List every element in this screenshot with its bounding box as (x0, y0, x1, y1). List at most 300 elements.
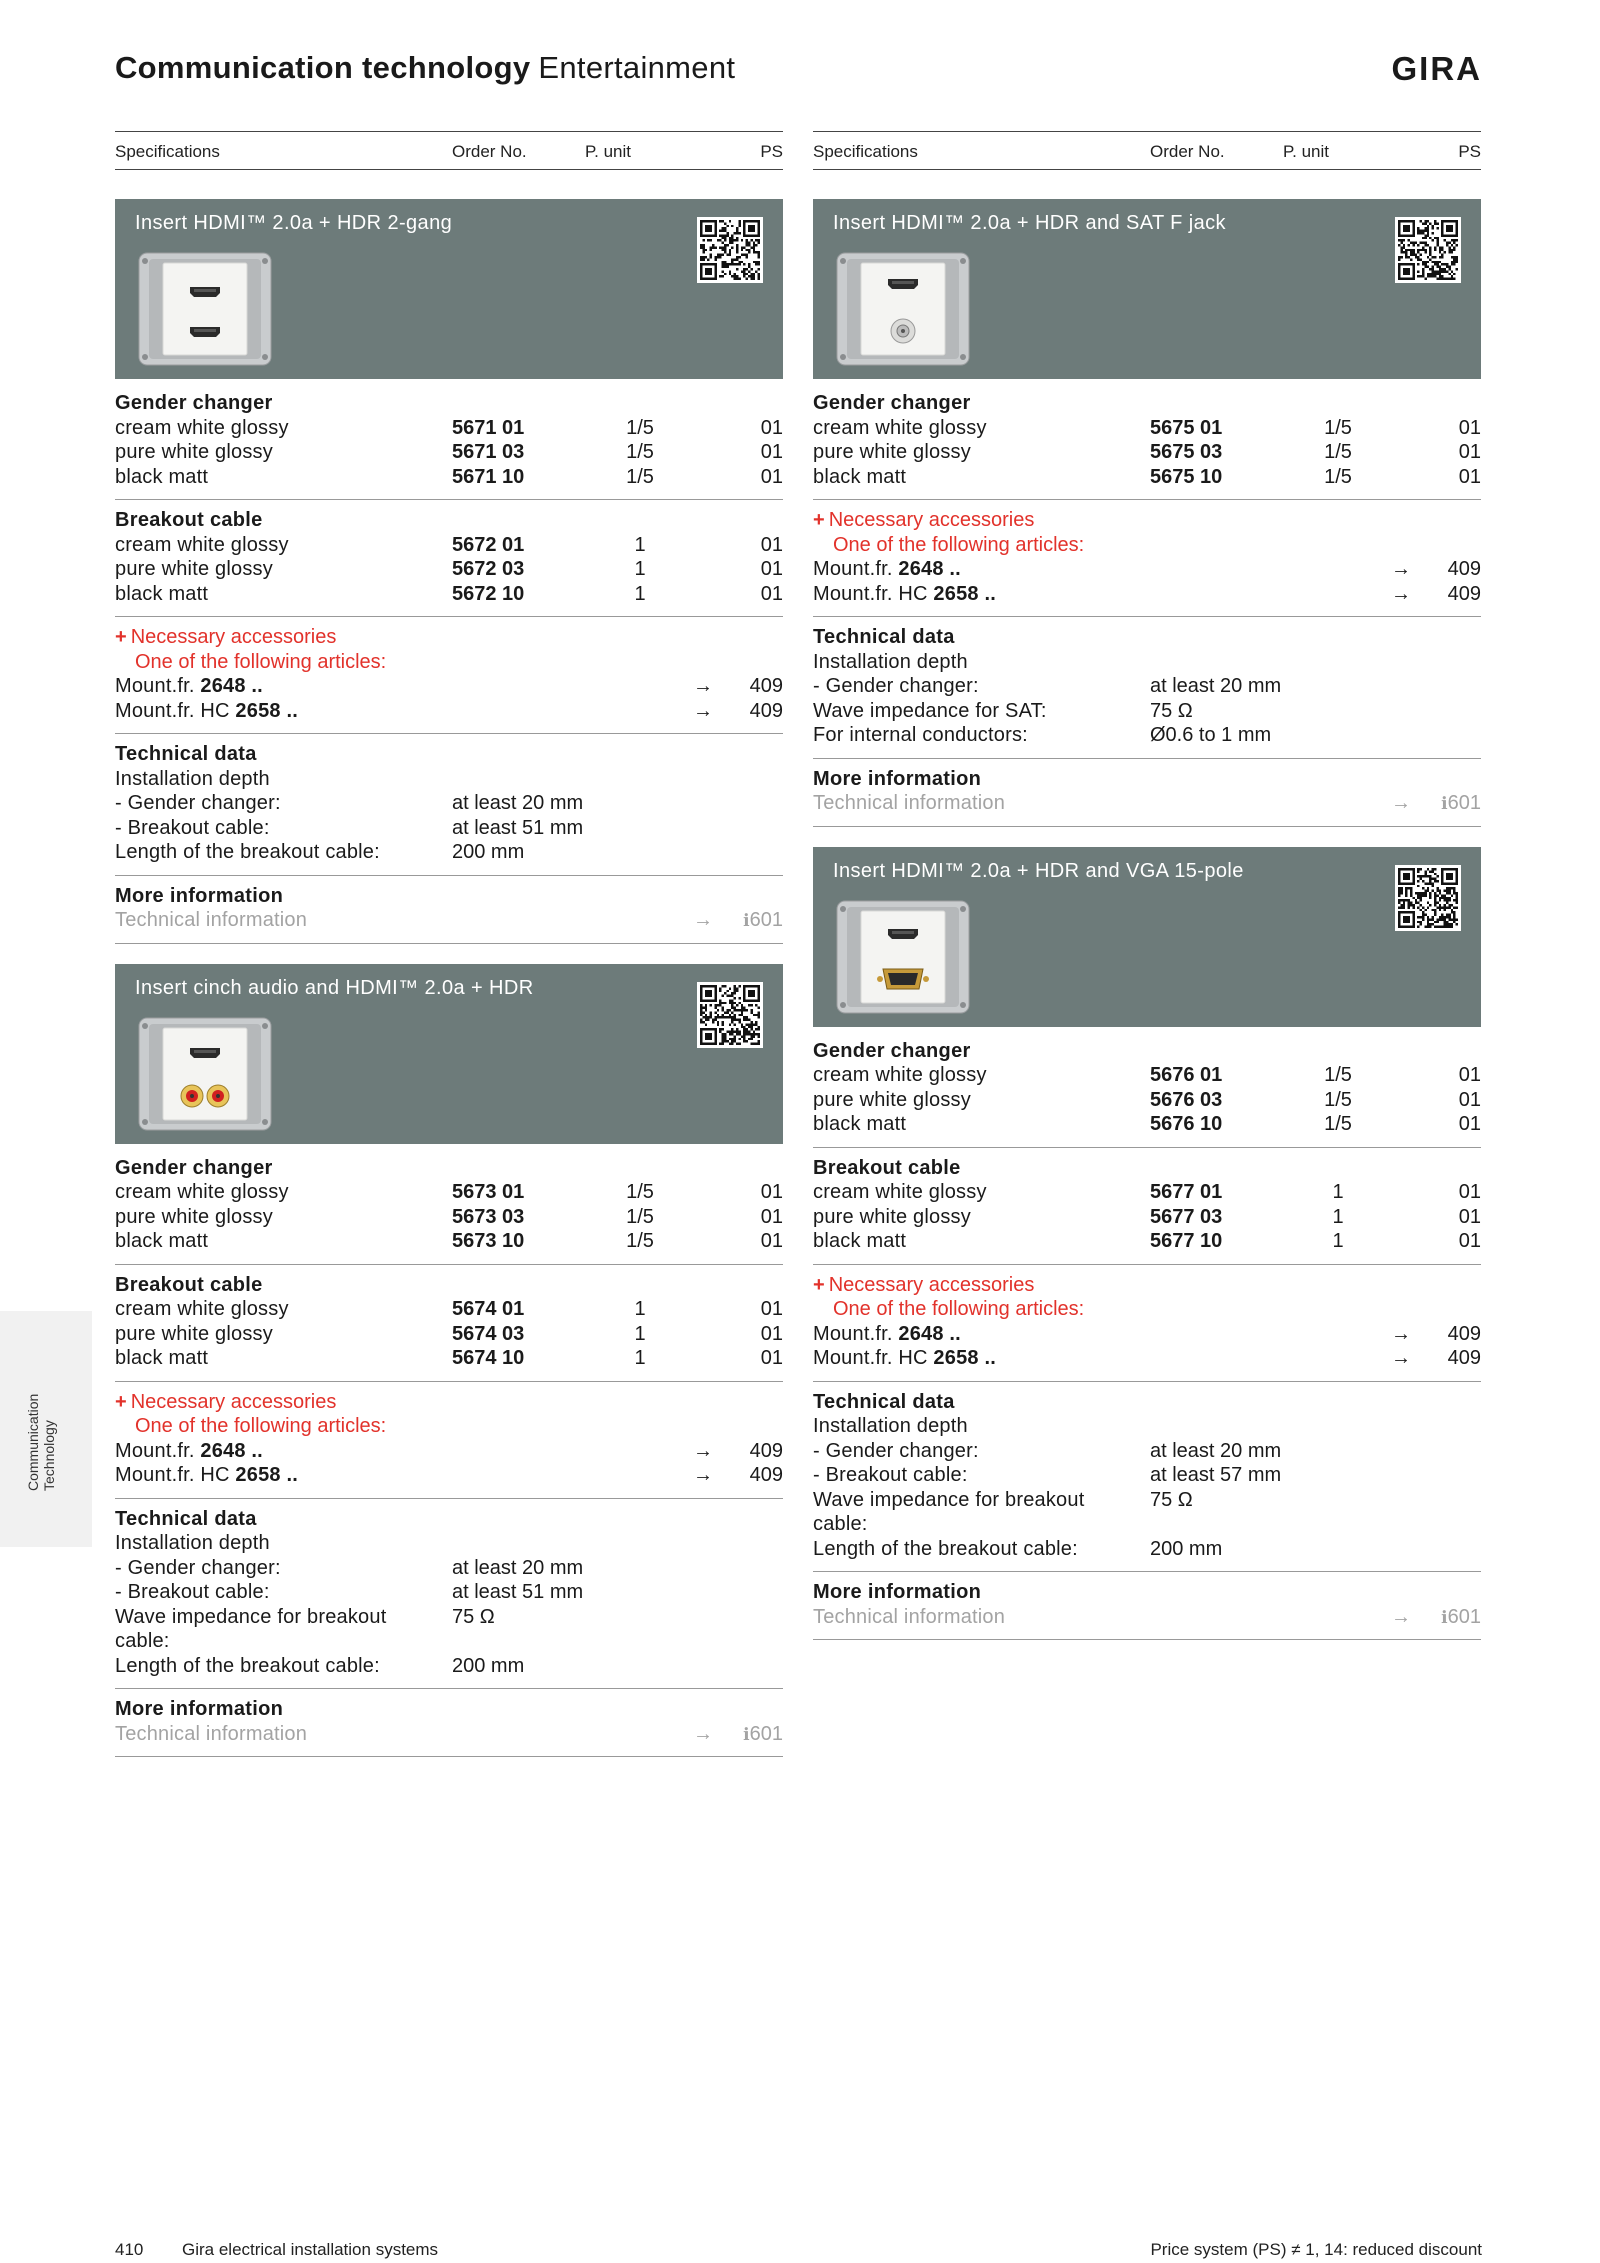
order-number: 5674 01 (452, 1298, 525, 1320)
variant-row (115, 440, 783, 465)
order-number: 5672 03 (452, 558, 525, 580)
tech-label: Installation depth (115, 767, 270, 790)
accessory-rows (813, 557, 1481, 606)
order-number: 5674 03 (452, 1322, 525, 1345)
info-icon: ℹ (1441, 794, 1448, 813)
technical-info-link[interactable] (813, 791, 1481, 816)
packing-unit: 1 (634, 582, 646, 605)
variant-row (813, 416, 1481, 441)
order-number: 5677 01 (1150, 1181, 1223, 1203)
tech-value: at least 20 mm (1150, 675, 1282, 697)
tech-value: at least 20 mm (452, 792, 584, 814)
price-system: 01 (760, 1322, 783, 1345)
page-reference: 409 (749, 1464, 783, 1486)
variant-row (813, 1229, 1481, 1254)
variant-row (813, 1063, 1481, 1088)
tech-value: 200 mm (452, 1654, 525, 1677)
variant-name: cream white glossy (115, 1181, 289, 1203)
tech-value: 75 Ω (452, 1605, 495, 1628)
technical-info-link[interactable] (115, 908, 783, 933)
accessory-number: 2658 .. (235, 699, 298, 722)
price-system: 01 (1458, 1205, 1481, 1228)
accessory-row[interactable] (813, 557, 1481, 582)
accessory-name (813, 582, 996, 607)
tech-row (115, 791, 783, 816)
technical-data-section (115, 734, 783, 876)
tech-label: - Gender changer: (813, 675, 979, 697)
packing-unit: 1/5 (626, 1205, 654, 1228)
variant-row (115, 1322, 783, 1347)
variant-row (115, 1205, 783, 1230)
price-system: 01 (760, 1230, 783, 1252)
column-header (813, 131, 1481, 169)
tech-label: Length of the breakout cable: (115, 841, 380, 863)
page-title (115, 50, 735, 86)
section-title: Technical data (813, 626, 955, 648)
accessory-rows (813, 1322, 1481, 1371)
tech-label: - Gender changer: (115, 792, 281, 814)
accessory-prefix: Mount.fr. (115, 675, 201, 697)
bc-rows (813, 1180, 1481, 1254)
accessories-section (115, 1382, 783, 1499)
price-system: 01 (1458, 1181, 1481, 1203)
accessory-rows (115, 1439, 783, 1488)
accessory-number: 2658 .. (933, 582, 996, 605)
variant-row (813, 1205, 1481, 1230)
arrow-right-icon: → (693, 1464, 713, 1486)
accessories-title (115, 625, 783, 650)
tech-value: 200 mm (452, 841, 525, 863)
order-number: 5672 10 (452, 582, 525, 605)
column-header (115, 131, 783, 169)
order-number: 5677 10 (1150, 1230, 1223, 1252)
accessory-row[interactable] (115, 674, 783, 699)
right-column (813, 131, 1481, 1640)
tech-row (115, 1531, 783, 1556)
page-reference: 409 (1447, 1347, 1481, 1369)
link-text: Technical information (813, 1605, 1006, 1628)
page-number: 601 (749, 1722, 783, 1745)
tech-label: Length of the breakout cable: (115, 1654, 380, 1677)
bc-rows (115, 533, 783, 607)
variant-name: pure white glossy (115, 558, 273, 580)
packing-unit: 1 (1332, 1181, 1344, 1203)
tech-label: Installation depth (813, 650, 968, 673)
packing-unit: 1 (634, 1347, 646, 1369)
info-icon: ℹ (1441, 1607, 1448, 1627)
product-header (115, 199, 783, 379)
price-system: 01 (760, 1181, 783, 1203)
bc-rows (115, 1297, 783, 1371)
section-title: More information (813, 1581, 982, 1603)
variant-row (115, 465, 783, 490)
section-title: More information (115, 884, 284, 907)
variant-row (115, 1297, 783, 1322)
packing-unit: 1/5 (1324, 465, 1352, 488)
accessories-title-text: Necessary accessories (130, 626, 337, 648)
page-reference: 409 (749, 675, 783, 697)
product-p4 (813, 847, 1481, 1641)
arrow-right-icon: → (693, 1722, 713, 1745)
packing-unit: 1/5 (626, 1230, 654, 1252)
page-number: 601 (1447, 792, 1481, 814)
plus-icon: + (813, 1273, 825, 1296)
plus-icon: + (813, 509, 825, 531)
tech-value: 75 Ω (1150, 699, 1193, 722)
tech-label: For internal conductors: (813, 724, 1028, 746)
variant-name: cream white glossy (813, 416, 987, 439)
price-system: 01 (760, 558, 783, 580)
accessories-subtitle: One of the following articles: (833, 1298, 1085, 1320)
product-header (115, 964, 783, 1144)
order-number: 5677 03 (1150, 1205, 1223, 1228)
col-order: Order No. (1150, 142, 1225, 161)
tech-label: - Breakout cable: (115, 1581, 270, 1603)
variant-name: cream white glossy (115, 533, 289, 556)
section-title: Gender changer (115, 1156, 273, 1179)
order-number: 5676 03 (1150, 1088, 1223, 1111)
order-number: 5673 10 (452, 1230, 525, 1252)
product-p1 (115, 199, 783, 944)
accessory-prefix: Mount.fr. (813, 1322, 899, 1345)
section-title: Technical data (115, 743, 257, 765)
link-text: Technical information (813, 792, 1006, 814)
price-system: 01 (1458, 441, 1481, 463)
packing-unit: 1 (634, 558, 646, 580)
tech-row (813, 1414, 1481, 1439)
accessory-number: 2658 .. (933, 1347, 996, 1369)
gc-rows (813, 1063, 1481, 1137)
variant-row (813, 1112, 1481, 1137)
breakout-cable-section (813, 1148, 1481, 1265)
col-spec: Specifications (115, 142, 220, 161)
order-number: 5676 01 (1150, 1064, 1223, 1086)
order-number: 5676 10 (1150, 1113, 1223, 1135)
order-number: 5671 10 (452, 465, 525, 488)
page-reference: 409 (749, 699, 783, 722)
arrow-right-icon: → (1391, 1347, 1411, 1369)
product-title: Insert HDMI™ 2.0a + HDR 2-gang (135, 212, 453, 234)
tech-rows (813, 650, 1481, 748)
page-number: 601 (1447, 1605, 1481, 1628)
variant-row (813, 465, 1481, 490)
variant-name: black matt (115, 465, 209, 488)
price-system: 01 (760, 582, 783, 605)
variant-name: cream white glossy (115, 1298, 289, 1320)
gender-changer-section (813, 379, 1481, 500)
price-system: 01 (1458, 1230, 1481, 1252)
packing-unit: 1 (634, 1322, 646, 1345)
accessory-row[interactable] (115, 1463, 783, 1488)
variant-name: pure white glossy (813, 1205, 971, 1228)
variant-name: black matt (813, 465, 907, 488)
price-system: 01 (760, 533, 783, 556)
variant-name: pure white glossy (115, 441, 273, 463)
tech-row (813, 650, 1481, 675)
gc-rows (115, 1180, 783, 1254)
section-title: More information (813, 767, 982, 790)
col-order: Order No. (452, 142, 527, 161)
accessory-row[interactable] (813, 1346, 1481, 1371)
col-ps: PS (1458, 142, 1481, 161)
accessory-number: 2648 .. (898, 1322, 961, 1345)
order-number: 5674 10 (452, 1347, 525, 1369)
packing-unit: 1/5 (626, 1181, 654, 1203)
variant-name: pure white glossy (115, 1322, 273, 1345)
tech-rows (115, 1531, 783, 1678)
order-number: 5673 01 (452, 1181, 525, 1203)
tech-value: at least 57 mm (1150, 1464, 1282, 1486)
variant-row (115, 1346, 783, 1371)
tech-label: - Breakout cable: (813, 1464, 968, 1486)
arrow-right-icon: → (693, 675, 713, 697)
variant-name: black matt (115, 582, 209, 605)
tech-row (115, 1556, 783, 1581)
more-info-section (813, 1572, 1481, 1640)
gender-changer-section (813, 1027, 1481, 1148)
arrow-right-icon: → (1391, 792, 1411, 814)
accessories-section (115, 617, 783, 734)
accessory-prefix: Mount.fr. HC (813, 1347, 934, 1369)
accessory-rows (115, 674, 783, 723)
product-image (135, 249, 275, 369)
price-system: 01 (760, 1205, 783, 1228)
tech-row (115, 1580, 783, 1605)
tech-row (813, 1488, 1481, 1537)
side-tab-line-2: Technology (41, 1420, 57, 1491)
title-light: Entertainment (538, 50, 736, 85)
tech-row (813, 699, 1481, 724)
info-icon: ℹ (743, 911, 750, 930)
variant-row (115, 1180, 783, 1205)
tech-value: 200 mm (1150, 1537, 1223, 1560)
tech-row (813, 1439, 1481, 1464)
order-number: 5672 01 (452, 533, 525, 556)
section-title: Breakout cable (115, 509, 263, 531)
accessory-row[interactable] (115, 699, 783, 724)
packing-unit: 1 (1332, 1205, 1344, 1228)
accessory-name (813, 557, 961, 582)
tech-label: Wave impedance for breakout cable: (813, 1488, 1085, 1535)
packing-unit: 1/5 (1324, 1113, 1352, 1135)
tech-value: at least 20 mm (1150, 1439, 1282, 1462)
side-tab (0, 1311, 92, 1547)
accessories-title (813, 508, 1481, 533)
product-image (833, 897, 973, 1017)
section-title: Technical data (115, 1507, 257, 1530)
gc-rows (115, 416, 783, 490)
product-image (833, 249, 973, 369)
tech-row (813, 1463, 1481, 1488)
qr-code-icon (697, 217, 763, 283)
variant-name: pure white glossy (115, 1205, 273, 1228)
order-number: 5675 01 (1150, 416, 1223, 439)
tech-value: at least 20 mm (452, 1556, 584, 1579)
arrow-right-icon: → (693, 1439, 713, 1462)
product-image (135, 1014, 275, 1134)
tech-label: Installation depth (813, 1415, 968, 1437)
order-number: 5675 10 (1150, 465, 1223, 488)
breakout-cable-section (115, 500, 783, 617)
tech-label: Installation depth (115, 1532, 270, 1554)
variant-name: cream white glossy (813, 1181, 987, 1203)
accessories-subtitle: One of the following articles: (135, 650, 387, 673)
tech-label: - Gender changer: (115, 1556, 281, 1579)
variant-name: black matt (813, 1230, 907, 1252)
page-reference: 409 (1447, 582, 1481, 605)
accessory-prefix: Mount.fr. (813, 558, 899, 580)
col-unit: P. unit (1283, 142, 1330, 161)
tech-row (115, 767, 783, 792)
gender-changer-section (115, 379, 783, 500)
price-system: 01 (760, 1347, 783, 1369)
page-ref (1441, 791, 1481, 817)
accessory-name (813, 1322, 961, 1347)
variant-row (813, 440, 1481, 465)
accessories-subtitle: One of the following articles: (833, 533, 1085, 556)
packing-unit: 1/5 (1324, 441, 1352, 463)
plus-icon: + (115, 1390, 127, 1413)
accessories-title (813, 1273, 1481, 1298)
technical-data-section (813, 1382, 1481, 1573)
tech-row (115, 1605, 783, 1654)
accessory-name (115, 1463, 298, 1488)
product-title: Insert HDMI™ 2.0a + HDR and SAT F jack (833, 212, 1226, 234)
product-header (813, 847, 1481, 1027)
technical-info-link[interactable] (115, 1722, 783, 1747)
price-system: 01 (760, 416, 783, 439)
tech-row (813, 674, 1481, 699)
page-ref (743, 908, 783, 934)
technical-data-section (115, 1499, 783, 1690)
product-header (813, 199, 1481, 379)
arrow-right-icon: → (1391, 582, 1411, 605)
more-info-section (813, 759, 1481, 827)
price-system: 01 (1458, 465, 1481, 488)
packing-unit: 1 (634, 1298, 646, 1320)
accessory-prefix: Mount.fr. HC (813, 582, 934, 605)
accessories-subtitle: One of the following articles: (135, 1415, 387, 1437)
col-spec: Specifications (813, 142, 918, 161)
link-text: Technical information (115, 909, 308, 931)
arrow-right-icon: → (693, 909, 713, 931)
variant-name: cream white glossy (813, 1064, 987, 1086)
price-system: 01 (1458, 1064, 1481, 1086)
qr-code-icon (697, 982, 763, 1048)
product-p3 (813, 199, 1481, 827)
tech-label: - Breakout cable: (115, 816, 270, 839)
variant-row (115, 557, 783, 582)
page-reference: 409 (1447, 1322, 1481, 1345)
accessory-number: 2648 .. (200, 1439, 263, 1462)
order-number: 5671 03 (452, 441, 525, 463)
section-title: Breakout cable (115, 1273, 263, 1296)
breakout-cable-section (115, 1265, 783, 1382)
qr-code-icon (1395, 217, 1461, 283)
section-title: Gender changer (813, 392, 971, 414)
tech-value: at least 51 mm (452, 1581, 584, 1603)
tech-rows (115, 767, 783, 865)
qr-code-icon (1395, 865, 1461, 931)
order-number: 5671 01 (452, 416, 525, 439)
variant-row (115, 1229, 783, 1254)
accessory-row[interactable] (813, 1322, 1481, 1347)
variant-name: cream white glossy (115, 416, 289, 439)
technical-data-section (813, 617, 1481, 759)
order-number: 5673 03 (452, 1205, 525, 1228)
arrow-right-icon: → (693, 699, 713, 722)
accessory-prefix: Mount.fr. HC (115, 699, 236, 722)
variant-row (813, 1088, 1481, 1113)
accessory-row[interactable] (813, 582, 1481, 607)
packing-unit: 1 (634, 533, 646, 556)
page-number: 410 (115, 2240, 144, 2259)
accessory-prefix: Mount.fr. HC (115, 1464, 236, 1486)
accessory-number: 2648 .. (898, 558, 961, 580)
tech-value: Ø0.6 to 1 mm (1150, 724, 1272, 746)
section-title: Gender changer (115, 392, 273, 414)
accessories-section (813, 500, 1481, 617)
accessory-number: 2658 .. (235, 1464, 298, 1486)
section-title: Gender changer (813, 1039, 971, 1062)
accessory-number: 2648 .. (200, 675, 263, 697)
section-title: Technical data (813, 1390, 955, 1413)
price-system: 01 (760, 1298, 783, 1320)
tech-rows (813, 1414, 1481, 1561)
tech-label: Wave impedance for SAT: (813, 699, 1047, 722)
variant-row (115, 582, 783, 607)
packing-unit: 1/5 (1324, 1064, 1352, 1086)
page-reference: 409 (1447, 558, 1481, 580)
accessory-prefix: Mount.fr. (115, 1439, 201, 1462)
accessories-title-text: Necessary accessories (130, 1390, 337, 1413)
packing-unit: 1 (1332, 1230, 1344, 1252)
accessories-title-text: Necessary accessories (828, 1273, 1035, 1296)
accessory-name (115, 699, 298, 724)
packing-unit: 1/5 (626, 465, 654, 488)
variant-row (115, 416, 783, 441)
arrow-right-icon: → (1391, 1322, 1411, 1345)
left-column (115, 131, 783, 1757)
tech-value: at least 51 mm (452, 816, 584, 839)
page-reference: 409 (749, 1439, 783, 1462)
packing-unit: 1/5 (626, 441, 654, 463)
accessories-title-text: Necessary accessories (828, 509, 1035, 531)
accessories-section (813, 1265, 1481, 1382)
page-ref (743, 1722, 783, 1748)
variant-name: pure white glossy (813, 441, 971, 463)
accessory-row[interactable] (115, 1439, 783, 1464)
price-system: 01 (760, 441, 783, 463)
technical-info-link[interactable] (813, 1605, 1481, 1630)
accessory-name (115, 674, 263, 699)
order-number: 5675 03 (1150, 441, 1223, 463)
link-text: Technical information (115, 1722, 308, 1745)
gc-rows (813, 416, 1481, 490)
product-title: Insert HDMI™ 2.0a + HDR and VGA 15-pole (833, 859, 1244, 882)
variant-name: pure white glossy (813, 1088, 971, 1111)
more-info-section (115, 1689, 783, 1757)
tech-row (115, 816, 783, 841)
price-system: 01 (1458, 1113, 1481, 1135)
price-system: 01 (1458, 1088, 1481, 1111)
plus-icon: + (115, 626, 127, 648)
variant-row (813, 1180, 1481, 1205)
accessories-title (115, 1390, 783, 1415)
tech-row (115, 840, 783, 865)
section-title: More information (115, 1698, 284, 1720)
product-p2 (115, 964, 783, 1758)
